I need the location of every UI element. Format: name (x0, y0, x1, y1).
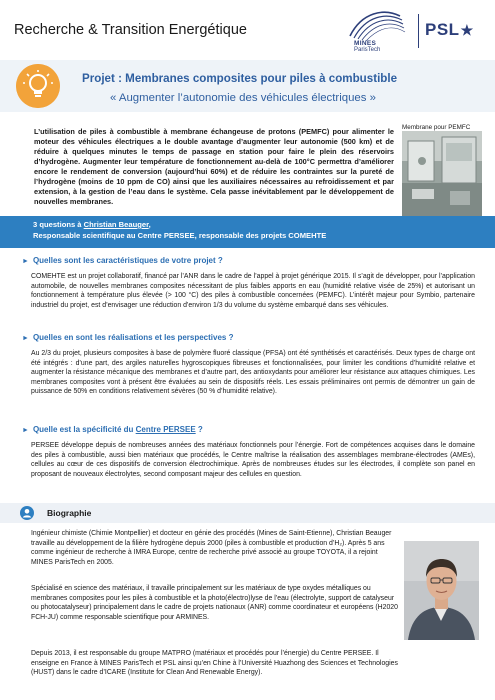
mines-emblem-icon (340, 6, 410, 42)
project-title: Projet : Membranes composites pour piles à combustible (82, 72, 398, 85)
answer-1: COMEHTE est un projet collaboratif, financé par l’ANR dans le cadre de l’appel à projet générique 2015. Il s’agit de développer, pour l’application automobile, de nouvelles membranes composites nécessitant de plus faibles apports en eau (humidité relative visée de 25%) et autorisant un fonctionnement à température plus élevée (> 100 °C) des piles à combustible concernées (PEMFC). L’intérêt majeur pour Symbio, partenaire industriel du projet, est d’envisager une réduction d’environ 1/3 du volume du système embarqué dans ses véhicules. (31, 273, 475, 309)
person-link[interactable]: Christian Beauger (83, 220, 149, 229)
intro-paragraph: L’utilisation de piles à combustible à membrane échangeuse de protons (PEMFC) pour alimenter le moteur des véhicules électriques a le double avantage d’augmenter leur autonomie (500 km) et de réduire à quelques minutes le temps de passage en station pour faire le plein des réservoirs d’hydrogène. Augmenter leur température de fonctionnement au-delà de 100°C permettra d’améliorer encore le rendement de conversion (aujourd’hui 60%) et de réduire les contraintes sur la pureté de l’hydrogène (moins de 10 ppm de CO) ainsi que les auxiliaires nécessaires au refroidissement et par extension, à la gestion de l’eau dans le système. Cela passe inévitablement par le développement de nouvelles membranes. (34, 127, 394, 206)
question-3-end: ? (195, 425, 203, 434)
mines-logo-text: MINES (354, 40, 377, 47)
lightbulb-icon (16, 64, 60, 108)
project-subtitle: « Augmenter l’autonomie des véhicules électriques » (110, 92, 376, 104)
psl-logo-text: PSL (425, 20, 460, 39)
arrow-right-icon: ► (22, 427, 29, 434)
arrow-right-icon: ► (22, 335, 29, 342)
interview-lead (33, 220, 151, 229)
arrow-right-icon: ► (22, 258, 29, 265)
interview-role: Responsable scientifique au Centre PERSEE, responsable des projets COMEHTE (33, 231, 327, 240)
photo-caption: Membrane pour PEMFC (402, 124, 471, 131)
question-3 (22, 425, 203, 434)
bio-paragraph-1: Ingénieur chimiste (Chimie Montpellier) et docteur en génie des procédés (Mines de Saint-Etienne), Christian Beauger travaille au développement de la filière hydrogène depuis 2000 (piles à combustible et production d’H₂). Après 5 ans comme ingénieur de recherche à IMRA Europe, centre de recherche privé associé au groupe TOYOTA, il a rejoint MINES ParisTech en 2005. (31, 530, 392, 566)
centre-persee-link[interactable]: Centre PERSEE (135, 425, 196, 434)
bio-paragraph-2: Spécialisé en science des matériaux, il travaille principalement sur les matériaux de type oxydes métalliques ou membranes composites pour les piles à combustible et la photo(électro)lyse de l’eau (électrolyte, support de catalyseur ou photocatalyseur) principalement dans le cadre de projets nationaux (ANR) comme coordinateur et européens (H2020 FCH-JU) comme responsable scientifique pour ARMINES. (31, 585, 398, 621)
page-header (0, 0, 495, 58)
question-2 (22, 333, 233, 342)
logo-divider (418, 14, 419, 48)
paristech-logo-text: ParisTech (354, 47, 381, 53)
psl-logo (425, 20, 474, 40)
star-icon: ★ (460, 22, 474, 38)
question-3-text: Quelle est la spécificité du (32, 425, 136, 434)
question-2-text: Quelles en sont les réalisations et les perspectives ? (32, 333, 234, 342)
person-icon (20, 506, 34, 520)
interview-lead-text: 3 questions à (33, 220, 84, 229)
question-1-text: Quelles sont les caractéristiques de votre projet ? (32, 256, 223, 265)
title-band (0, 60, 495, 112)
question-1 (22, 256, 223, 265)
mines-paristech-logo (340, 6, 410, 56)
bio-paragraph-3: Depuis 2013, il est responsable du groupe MATPRO (matériaux et procédés pour l’énergie) du Centre PERSEE. Il enseigne en France à MINES ParisTech et PSL ainsi qu’en Chine à l’Université Huazhong des Sciences et Technologies (HUST) dans le cadre d’ICARE (Institute for Clean And Renewable Energy). (31, 650, 398, 677)
membrane-lab-photo (402, 131, 482, 219)
biography-label: Biographie (47, 508, 92, 518)
header-title: Recherche & Transition Energétique (14, 22, 247, 38)
answer-3: PERSEE développe depuis de nombreuses années des matériaux fonctionnels pour l’énergie. Fort de compétences acquises dans le domaine des piles à combustible, aussi bien matériaux que procédés, le Centre maîtrise la réalisation des assemblages membrane-électrodes (AMEs), cellules au cœur de ces dispositifs de conversion électrochimique. Après de nombreuses études sur les électrodes, il complète son panel en proposant de nouveaux électrolytes, second composant majeur des cellules en question. (31, 442, 475, 478)
answer-2: Au 2/3 du projet, plusieurs composites à base de polymère fluoré classique (PFSA) ont été synthétisés et caractérisés. Deux types de charge ont été intégrés : d’une part, des argiles naturelles hygroscopiques fibreuses et fonctionnalisées, pour limiter les conditions d’humidité relative et augmenter la résistance mécanique des membranes et d’autre part, des antioxydants pour améliorer leur résistance aux attaques chimiques. Les membranes composites vont à présent être évaluées au sein de dispositifs réels. Les essais préliminaires ont permis de démontrer un gain de puissance de 50% en conditions relativement sévères (50 % d’humidité relative). (31, 350, 475, 396)
portrait-photo (404, 541, 479, 640)
interview-lead-end: , (148, 220, 151, 229)
